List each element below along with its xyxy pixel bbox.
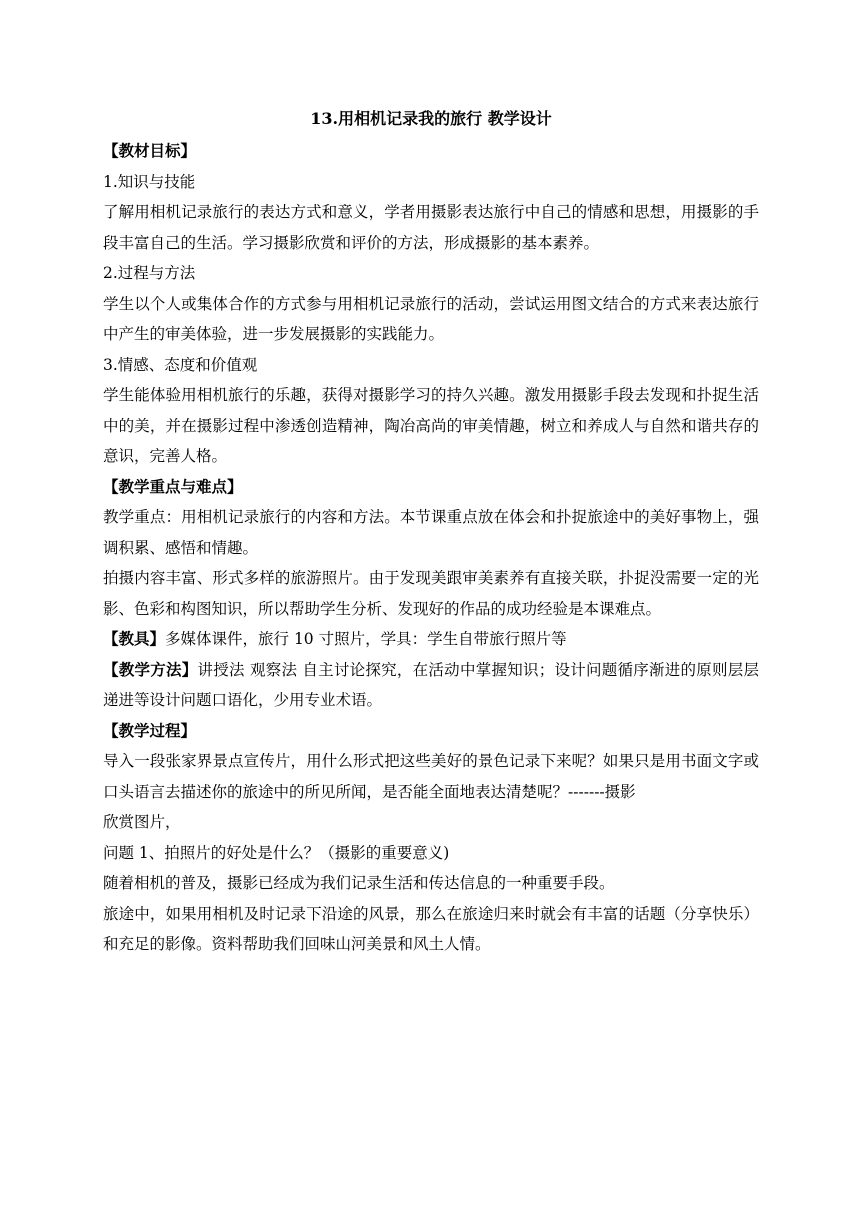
document-title: 13.用相机记录我的旅行 教学设计 xyxy=(310,109,552,128)
tools-label: 【教具】 xyxy=(103,629,166,648)
key-points-text: 教学重点：用相机记录旅行的内容和方法。本节课重点放在体会和扑捉旅途中的美好事物上，强调积累、感悟和情趣。 xyxy=(103,508,759,557)
goal3-heading: 3.情感、态度和价值观 xyxy=(103,355,258,374)
method-paragraph xyxy=(103,655,759,716)
process-intro: 导入一段张家界景点宣传片，用什么形式把这些美好的景色记录下来呢？如果只是用书面文字或口头语言去描述你的旅途中的所见所闻，是否能全面地表达清楚呢？-------摄影 xyxy=(103,752,759,801)
document-page xyxy=(103,104,759,960)
goals-heading: 【教材目标】 xyxy=(103,141,197,160)
appreciate-line: 欣赏图片， xyxy=(103,813,181,831)
goal2-text: 学生以个人或集体合作的方式参与用相机记录旅行的活动，尝试运用图文结合的方式来表达旅行中产生的审美体验，进一步发展摄影的实践能力。 xyxy=(103,294,759,343)
tools-paragraph xyxy=(103,624,759,655)
goal1-text: 了解用相机记录旅行的表达方式和意义，学者用摄影表达旅行中自己的情感和思想，用摄影的手段丰富自己的生活。学习摄影欣赏和评价的方法，形成摄影的基本素养。 xyxy=(103,203,759,252)
key-points-heading: 【教学重点与难点】 xyxy=(103,476,243,496)
difficulty-text: 拍摄内容丰富、形式多样的旅游照片。由于发现美跟审美素养有直接关联，扑捉没需要一定的光影、色彩和构图知识，所以帮助学生分析、发现好的作品的成功经验是本课难点。 xyxy=(103,569,759,618)
answer-1b: 旅途中，如果用相机及时记录下沿途的风景，那么在旅途归来时就会有丰富的话题（分享快乐）和充足的影像。资料帮助我们回味山河美景和风土人情。 xyxy=(103,904,759,953)
goal3-text: 学生能体验用相机旅行的乐趣，获得对摄影学习的持久兴趣。激发用摄影手段去发现和扑捉生活中的美，并在摄影过程中渗透创造精神，陶冶高尚的审美情趣，树立和养成人与自然和谐共存的意识，完善人格。 xyxy=(103,386,759,465)
goal1-heading: 1.知识与技能 xyxy=(103,172,196,191)
answer-1a: 随着相机的普及，摄影已经成为我们记录生活和传达信息的一种重要手段。 xyxy=(103,874,615,892)
tools-text: 多媒体课件，旅行 10 寸照片，学具：学生自带旅行照片等 xyxy=(165,630,567,648)
goal2-heading: 2.过程与方法 xyxy=(103,264,196,282)
question-1: 问题 1、拍照片的好处是什么？（摄影的重要意义) xyxy=(103,843,450,862)
process-heading: 【教学过程】 xyxy=(103,720,197,740)
method-text: 讲授法 观察法 自主讨论探究，在活动中掌握知识；设计问题循序渐进的原则层层递进等设计问题口语化，少用专业术语。 xyxy=(103,660,759,709)
method-label: 【教学方法】 xyxy=(103,659,198,679)
